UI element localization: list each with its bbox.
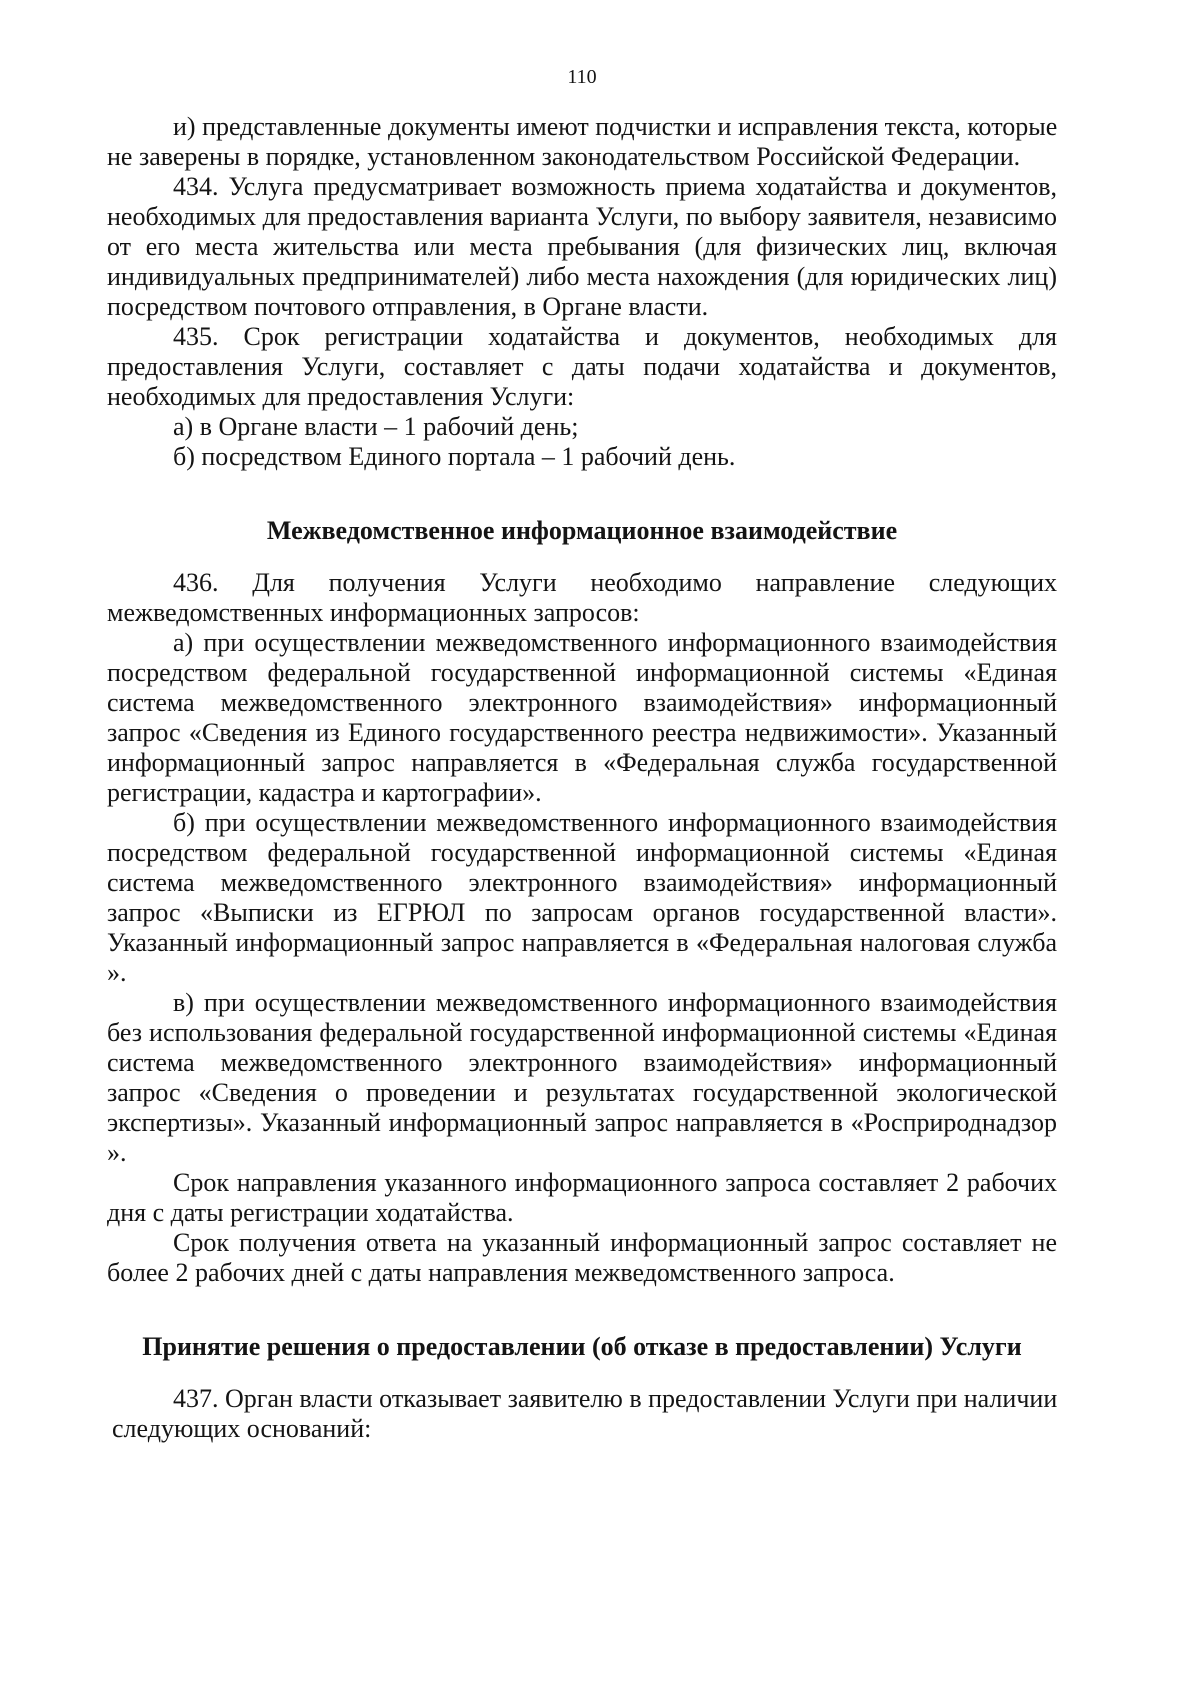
paragraph-term-response [107, 1228, 1057, 1288]
text-line: без использования федеральной государственной информационной системы «Единая [107, 1018, 1057, 1047]
text-line: 437. Орган власти отказывает заявителю в предоставлении Услуги при наличии [173, 1384, 1058, 1413]
paragraph-item-435 [107, 322, 1057, 412]
text-line: Срок получения ответа на указанный информационный запрос составляет не [173, 1228, 1057, 1257]
text-line: система межведомственного электронного взаимодействия» информационный [107, 688, 1057, 717]
paragraph-item-435-b: б) посредством Единого портала – 1 рабочий день. [173, 442, 736, 471]
text-line: межведомственных информационных запросов: [107, 598, 640, 627]
text-line: более 2 рабочих дней с даты направления межведомственного запроса. [107, 1258, 895, 1287]
paragraph-item-i [107, 112, 1057, 172]
text-line: а) при осуществлении межведомственного информационного взаимодействия [173, 628, 1057, 657]
text-line: посредством федеральной государственной информационной системы «Единая [107, 838, 1057, 867]
text-line: регистрации, кадастра и картографии». [107, 778, 542, 807]
text-line: не заверены в порядке, установленном законодательством Российской Федерации. [107, 142, 1021, 171]
text-line: система межведомственного электронного взаимодействия» информационный [107, 868, 1057, 897]
text-line: 435. Срок регистрации ходатайства и документов, необходимых для [173, 322, 1057, 351]
paragraph-item-435-a: а) в Органе власти – 1 рабочий день; [173, 412, 579, 441]
text-line: необходимых для предоставления Услуги: [107, 382, 575, 411]
paragraph-item-436-a [107, 628, 1057, 808]
paragraph-item-436 [107, 568, 1057, 628]
text-line: индивидуальных предпринимателей) либо места нахождения (для юридических лиц) [107, 262, 1057, 291]
text-line: запрос «Сведения из Единого государственного реестра недвижимости». Указанный [107, 718, 1057, 747]
text-line: ». [107, 958, 127, 987]
text-line: б) при осуществлении межведомственного информационного взаимодействия [173, 808, 1057, 837]
text-line: 436. Для получения Услуги необходимо направление следующих [173, 568, 1057, 597]
text-line: информационный запрос направляется в «Федеральная служба государственной [107, 748, 1057, 777]
paragraph-item-437 [107, 1384, 1057, 1444]
page-content [107, 62, 1057, 1444]
text-line: предоставления Услуги, составляет с даты подачи ходатайства и документов, [107, 352, 1057, 381]
text-line: ». [107, 1138, 127, 1167]
text-line: посредством почтового отправления, в Органе власти. [107, 292, 709, 321]
section-heading-interagency: Межведомственное информационное взаимодействие [266, 516, 898, 545]
text-line: необходимых для предоставления варианта Услуги, по выбору заявителя, независимо [107, 202, 1057, 231]
text-line: Срок направления указанного информационного запроса составляет 2 рабочих [173, 1168, 1057, 1197]
text-line: от его места жительства или места пребывания (для физических лиц, включая [107, 232, 1057, 261]
text-line: экспертизы». Указанный информационный запрос направляется в «Росприроднадзор [107, 1108, 1057, 1137]
paragraph-item-434 [107, 172, 1057, 322]
text-line: посредством федеральной государственной информационной системы «Единая [107, 658, 1057, 687]
text-line: дня с даты регистрации ходатайства. [107, 1198, 514, 1227]
text-line: запрос «Выписки из ЕГРЮЛ по запросам органов государственной власти». [107, 898, 1057, 927]
text-line: 434. Услуга предусматривает возможность приема ходатайства и документов, [173, 172, 1057, 201]
text-line: система межведомственного электронного взаимодействия» информационный [107, 1048, 1057, 1077]
text-line: Указанный информационный запрос направляется в «Федеральная налоговая служба [107, 928, 1057, 957]
paragraph-item-436-v [107, 988, 1057, 1168]
page-number: 110 [567, 66, 597, 88]
paragraph-term-sending [107, 1168, 1057, 1228]
text-line: в) при осуществлении межведомственного информационного взаимодействия [173, 988, 1057, 1017]
section-heading-decision: Принятие решения о предоставлении (об отказе в предоставлении) Услуги [142, 1332, 1022, 1361]
paragraph-item-436-b [107, 808, 1057, 988]
text-line: и) представленные документы имеют подчистки и исправления текста, которые [173, 112, 1058, 141]
text-line: следующих оснований: [112, 1414, 372, 1443]
text-line: запрос «Сведения о проведении и результатах государственной экологической [107, 1078, 1057, 1107]
